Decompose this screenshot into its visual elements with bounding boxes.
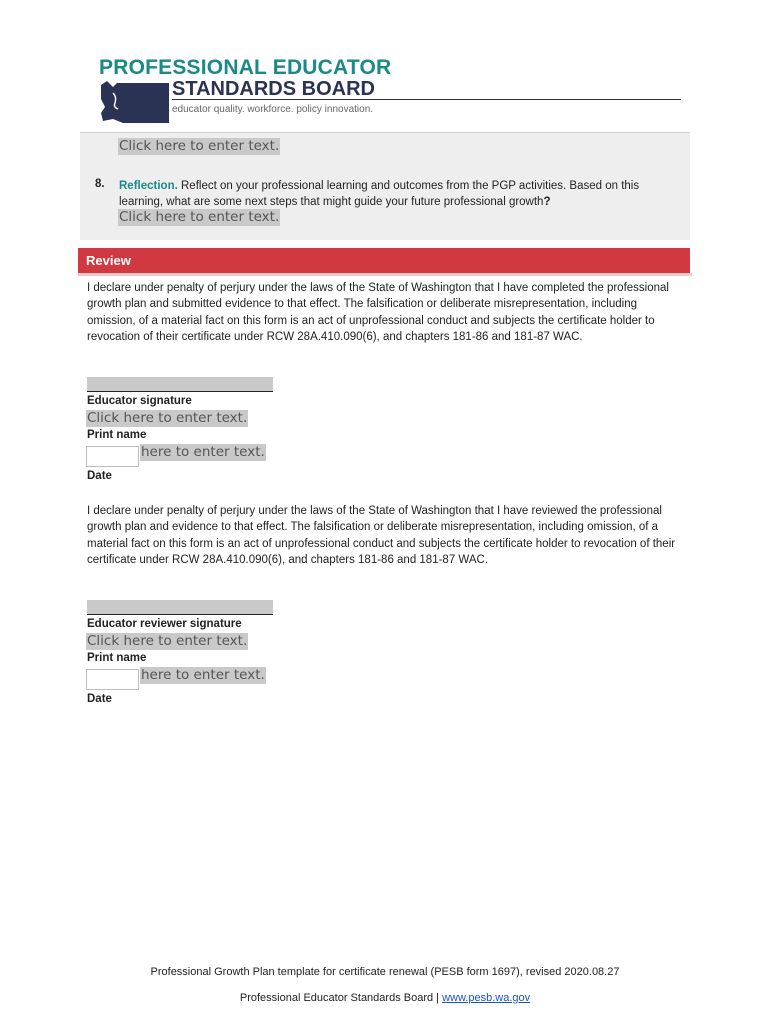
- footer-org-name: Professional Educator Standards Board |: [239, 992, 443, 1004]
- logo-divider: [172, 99, 681, 100]
- logo-tagline: educator quality. workforce. policy innovation.: [172, 104, 374, 115]
- educator-declaration: I declare under penalty of perjury under the laws of the State of Washington that I have completed the professional growth plan and submitted evidence to that effect. The falsification or deliberate misrepresentation, including omission, of a material fact on this form is an act of unprofessional conduct and subjects the certificate holder to revocation of their certificate under RCW 28A.410.090(6), and chapters 181-86 and 181-87 WAC.: [87, 282, 669, 343]
- question-text: [119, 178, 669, 210]
- question-body: Reflect on your professional learning and outcomes from the PGP activities. Based on this learning, what are some next steps that might guide your future professional growth: [119, 180, 640, 208]
- question-title: Reflection.: [119, 180, 178, 192]
- previous-answer-field[interactable]: Click here to enter text.: [119, 138, 280, 154]
- footer-org: [0, 992, 770, 1004]
- reviewer-date-field[interactable]: here to enter text.: [141, 667, 265, 683]
- logo-subtitle: STANDARDS BOARD: [172, 78, 375, 100]
- reviewer-signature-label: Educator reviewer signature: [87, 618, 242, 630]
- question-mark: ?: [543, 196, 551, 208]
- reviewer-print-name-field[interactable]: Click here to enter text.: [87, 633, 248, 649]
- educator-date-label: Date: [87, 470, 112, 482]
- reviewer-date-label: Date: [87, 693, 112, 705]
- logo-title: PROFESSIONAL EDUCATOR: [99, 56, 392, 79]
- review-header-underline: [78, 273, 692, 276]
- educator-signature-field[interactable]: [87, 377, 273, 392]
- educator-date-field[interactable]: here to enter text.: [141, 444, 265, 460]
- review-section-header: [78, 248, 692, 273]
- footer-form-info: Professional Growth Plan template for certificate renewal (PESB form 1697), revised 2020.08.27: [150, 966, 620, 978]
- educator-date-picker[interactable]: [86, 446, 139, 467]
- washington-state-icon: [99, 79, 171, 125]
- reviewer-date-picker[interactable]: [86, 669, 139, 690]
- question-number: 8.: [95, 178, 105, 190]
- reviewer-print-name-label: Print name: [87, 652, 147, 664]
- reviewer-signature-field[interactable]: [87, 600, 273, 615]
- footer-website-link[interactable]: www.pesb.wa.gov: [442, 992, 531, 1004]
- educator-print-name-field[interactable]: Click here to enter text.: [87, 410, 248, 426]
- educator-signature-label: Educator signature: [87, 395, 192, 407]
- review-heading: Review: [86, 253, 131, 268]
- educator-print-name-label: Print name: [87, 429, 147, 441]
- reflection-answer-field[interactable]: Click here to enter text.: [119, 209, 280, 225]
- reviewer-declaration: I declare under penalty of perjury under the laws of the State of Washington that I have reviewed the professional growth plan and evidence to that effect. The falsification or deliberate misrepresentation, including omission, of a material fact on this form is an act of unprofessional conduct and subjects the certificate holder to revocation of their certificate under RCW 28A.410.090(6), and chapters 181-86 and 181-87 WAC.: [87, 505, 676, 566]
